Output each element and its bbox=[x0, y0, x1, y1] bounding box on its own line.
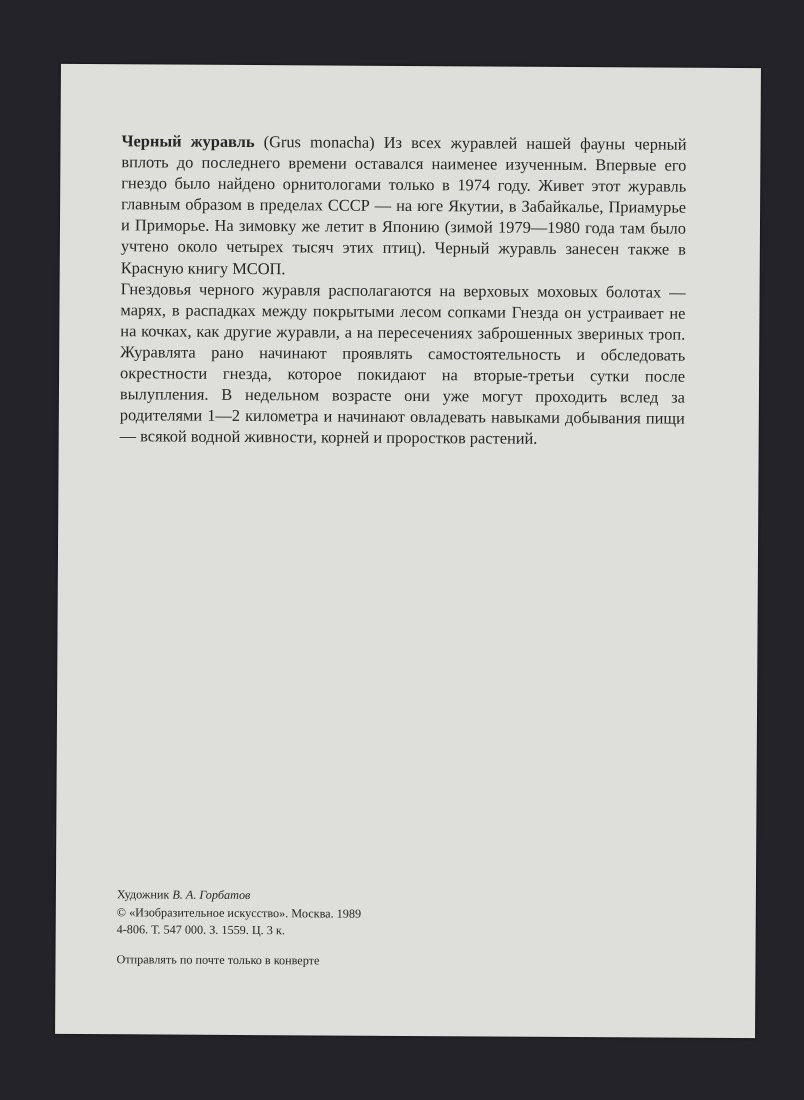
paragraph-1-text: Из всех журавлей нашей фауны черный вплоть до последнего времени оставался наименее изученным. Впервые его гнездо было найдено орнитологами только в 1974 году. Живет этот журавль главным образом в пределах СССР — на юге Якутии, в Забайкалье, Приамурье и Приморье. На зимовку же летит в Японию (зимой 1979—1980 года там было учтено около четырех тысяч этих птиц). Черный журавль занесен также в Красную книгу МСОП. bbox=[120, 132, 687, 278]
paragraph-2: Гнездовья черного журавля располагаются на верховых моховых болотах — марях, в распадках между покрытыми лесом сопками Гнезда он устраивает не на кочках, как другие журавли, а на пересечениях заброшенных звериных троп. Журавлята рано начинают проявлять самостоятельность и обследовать окрестности гнезда, которое покидают на вторые-третьи сутки после вылупления. В недельном возрасте они уже могут проходить вслед за родителями 1—2 километра и начинают овладевать навыками добывания пищи — всякой водной живности, корней и проростков растений. bbox=[119, 278, 686, 449]
paragraph-1 bbox=[121, 130, 687, 281]
mailing-note: Отправлять по почте только в конверте bbox=[116, 951, 320, 967]
species-name: Черный журавль bbox=[121, 131, 255, 152]
copyright-line: © «Изобразительное искусство». Москва. 1989 bbox=[116, 904, 362, 921]
description-text bbox=[120, 130, 687, 450]
artist-name: В. А. Горбатов bbox=[172, 887, 251, 903]
species-latin-name: (Grus monacha) bbox=[263, 132, 375, 152]
print-info: 4-806. Т. 547 000. З. 1559. Ц. 3 к. bbox=[116, 922, 285, 938]
artist-label: Художник bbox=[116, 887, 170, 902]
postcard-back bbox=[55, 64, 761, 1038]
imprint bbox=[116, 886, 616, 971]
